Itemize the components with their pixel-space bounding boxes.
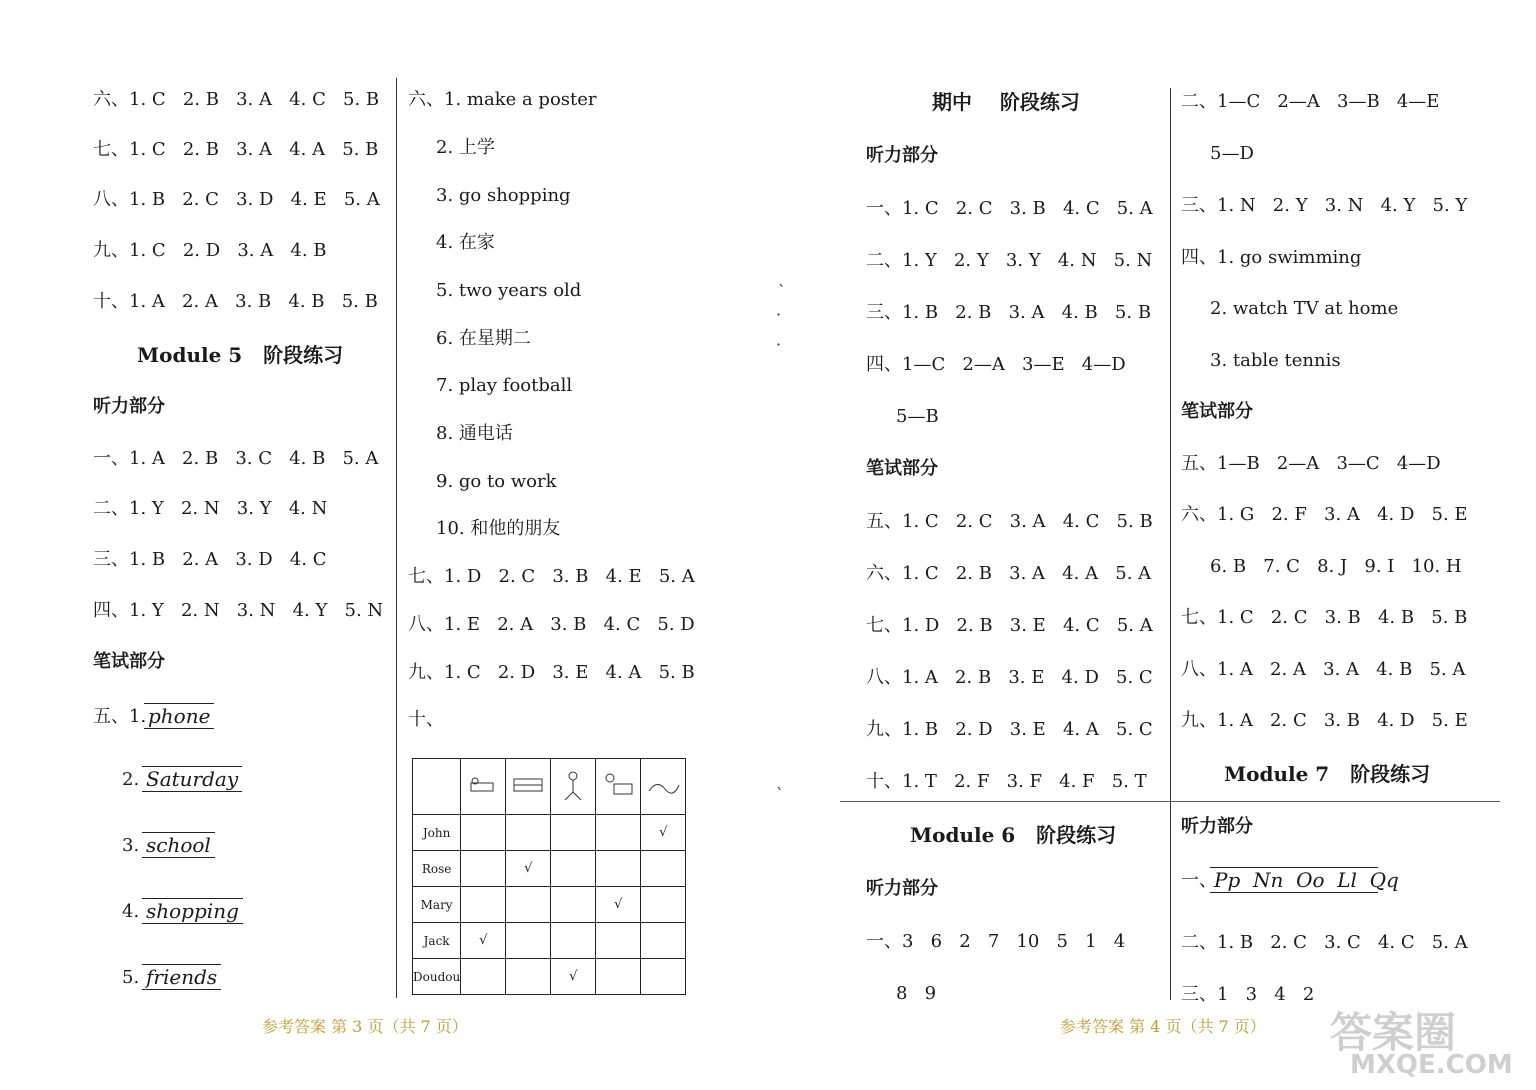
answer-line: 一、1. A 2. B 3. C 4. B 5. A — [93, 448, 379, 469]
table-name: John — [413, 815, 461, 851]
answer-line: 4. 在家 — [436, 232, 495, 253]
section-subtitle: 听力部分 — [93, 396, 165, 417]
answer-line: 9. go to work — [436, 471, 557, 492]
handwritten-word: phone — [144, 703, 214, 729]
picture-icon — [506, 759, 551, 815]
page-footer: 参考答案 第 4 页（共 7 页） — [1060, 1017, 1266, 1036]
table-name: Rose — [413, 851, 461, 887]
answer-line: 八、1. E 2. A 3. B 4. C 5. D — [408, 614, 695, 635]
picture-icon — [551, 759, 596, 815]
check-mark: √ — [596, 887, 641, 923]
answer-line: 二、1—C 2—A 3—B 4—E — [1181, 91, 1440, 112]
answer-line: 七、1. D 2. C 3. B 4. E 5. A — [408, 566, 695, 587]
picture-icon — [641, 759, 686, 815]
answer-label: 3. — [122, 835, 140, 856]
answer-line: 二、1. Y 2. Y 3. Y 4. N 5. N — [866, 250, 1153, 271]
answer-line: 6. 在星期二 — [436, 328, 531, 349]
handwritten-word: school — [142, 832, 215, 858]
answer-line: 七、1. C 2. B 3. A 4. A 5. B — [93, 139, 379, 160]
answer-line: 8. 通电话 — [436, 423, 513, 444]
section-title: Module 7 阶段练习 — [1224, 762, 1431, 786]
answer-line: 2. watch TV at home — [1210, 298, 1399, 319]
watermark-logo: 答案圈 — [1330, 1008, 1457, 1057]
page-footer: 参考答案 第 3 页（共 7 页） — [262, 1017, 468, 1036]
answer-line: 3. table tennis — [1210, 350, 1341, 371]
answer-line: 五、1. C 2. C 3. A 4. C 5. B — [866, 511, 1153, 532]
answer-label: 五、1. — [93, 706, 147, 727]
answer-line: 八、1. A 2. A 3. A 4. B 5. A — [1181, 659, 1466, 680]
section-subtitle: 笔试部分 — [1181, 401, 1253, 422]
answer-line: 八、1. A 2. B 3. E 4. D 5. C — [866, 667, 1153, 688]
answer-line: 七、1. D 2. B 3. E 4. C 5. A — [866, 615, 1153, 636]
answer-line: 六、1. make a poster — [408, 89, 597, 110]
check-mark: √ — [461, 923, 506, 959]
answer-line: 八、1. B 2. C 3. D 4. E 5. A — [93, 189, 380, 210]
answer-line: 六、1. G 2. F 3. A 4. D 5. E — [1181, 504, 1468, 525]
answer-line: 6. B 7. C 8. J 9. I 10. H — [1210, 556, 1462, 577]
answer-label: 5. — [122, 967, 140, 988]
table-name: Doudou — [413, 959, 461, 995]
answer-line: 二、1. B 2. C 3. C 4. C 5. A — [1181, 932, 1468, 953]
answer-line: 六、1. C 2. B 3. A 4. C 5. B — [93, 89, 380, 110]
answer-line: 2. 上学 — [436, 137, 495, 158]
column-divider — [1170, 88, 1171, 1000]
answer-line: 三、1. B 2. B 3. A 4. B 5. B — [866, 302, 1152, 323]
handwritten-letters: Pp Nn Oo Ll Qq — [1210, 867, 1378, 893]
answer-line: 九、1. A 2. C 3. B 4. D 5. E — [1181, 710, 1468, 731]
answer-line: 5. two years old — [436, 280, 582, 301]
section-subtitle: 听力部分 — [1181, 816, 1253, 837]
answer-line: 四、1—C 2—A 3—E 4—D — [866, 354, 1126, 375]
table-name: Mary — [413, 887, 461, 923]
answer-line: 3. go shopping — [436, 185, 571, 206]
answer-line: 七、1. C 2. C 3. B 4. B 5. B — [1181, 607, 1468, 628]
check-mark: √ — [641, 815, 686, 851]
answer-line: 7. play football — [436, 375, 573, 396]
answer-label: 2. — [122, 769, 140, 790]
answer-line: 五、1—B 2—A 3—C 4—D — [1181, 453, 1441, 474]
activity-table — [412, 758, 686, 995]
handwritten-word: friends — [142, 964, 221, 990]
section-subtitle: 听力部分 — [866, 878, 938, 899]
answer-line: 九、1. C 2. D 3. A 4. B — [93, 240, 327, 261]
answer-line: 十、 — [408, 709, 444, 730]
answer-line: 5—D — [1210, 143, 1254, 164]
handwritten-word: shopping — [142, 898, 243, 924]
picture-icon — [596, 759, 641, 815]
answer-line: 四、1. Y 2. N 3. N 4. Y 5. N — [93, 600, 384, 621]
picture-icon — [461, 759, 506, 815]
answer-line: 二、1. Y 2. N 3. Y 4. N — [93, 498, 328, 519]
answer-line: 10. 和他的朋友 — [436, 518, 561, 539]
table-name: Jack — [413, 923, 461, 959]
section-title: 期中 阶段练习 — [932, 90, 1080, 114]
answer-line: 六、1. C 2. B 3. A 4. A 5. A — [866, 563, 1152, 584]
answer-label: 一、 — [1181, 870, 1217, 891]
answer-line: 三、1. B 2. A 3. D 4. C — [93, 549, 327, 570]
answer-label: 4. — [122, 901, 140, 922]
answer-line: 一、1. C 2. C 3. B 4. C 5. A — [866, 198, 1153, 219]
section-subtitle: 笔试部分 — [866, 458, 938, 479]
answer-line: 九、1. B 2. D 3. E 4. A 5. C — [866, 719, 1153, 740]
answer-line: 5—B — [896, 406, 939, 427]
column-divider — [396, 78, 397, 998]
check-mark: √ — [551, 959, 596, 995]
answer-line: 一、3 6 2 7 10 5 1 4 — [866, 931, 1126, 952]
handwritten-word: Saturday — [142, 766, 242, 792]
check-mark: √ — [506, 851, 551, 887]
section-subtitle: 听力部分 — [866, 145, 938, 166]
section-title: Module 5 阶段练习 — [137, 343, 344, 367]
answer-line: 十、1. T 2. F 3. F 4. F 5. T — [866, 771, 1147, 792]
answer-line: 十、1. A 2. A 3. B 4. B 5. B — [93, 291, 378, 312]
answer-line: 三、1. N 2. Y 3. N 4. Y 5. Y — [1181, 195, 1468, 216]
section-subtitle: 笔试部分 — [93, 651, 165, 672]
answer-line: 四、1. go swimming — [1181, 247, 1362, 268]
section-title: Module 6 阶段练习 — [910, 823, 1117, 847]
answer-line: 九、1. C 2. D 3. E 4. A 5. B — [408, 662, 695, 683]
section-divider — [840, 801, 1500, 802]
answer-line: 8 9 — [896, 983, 937, 1004]
watermark-url: MXQE.COM — [1350, 1050, 1513, 1080]
answer-line: 三、1 3 4 2 — [1181, 984, 1315, 1005]
